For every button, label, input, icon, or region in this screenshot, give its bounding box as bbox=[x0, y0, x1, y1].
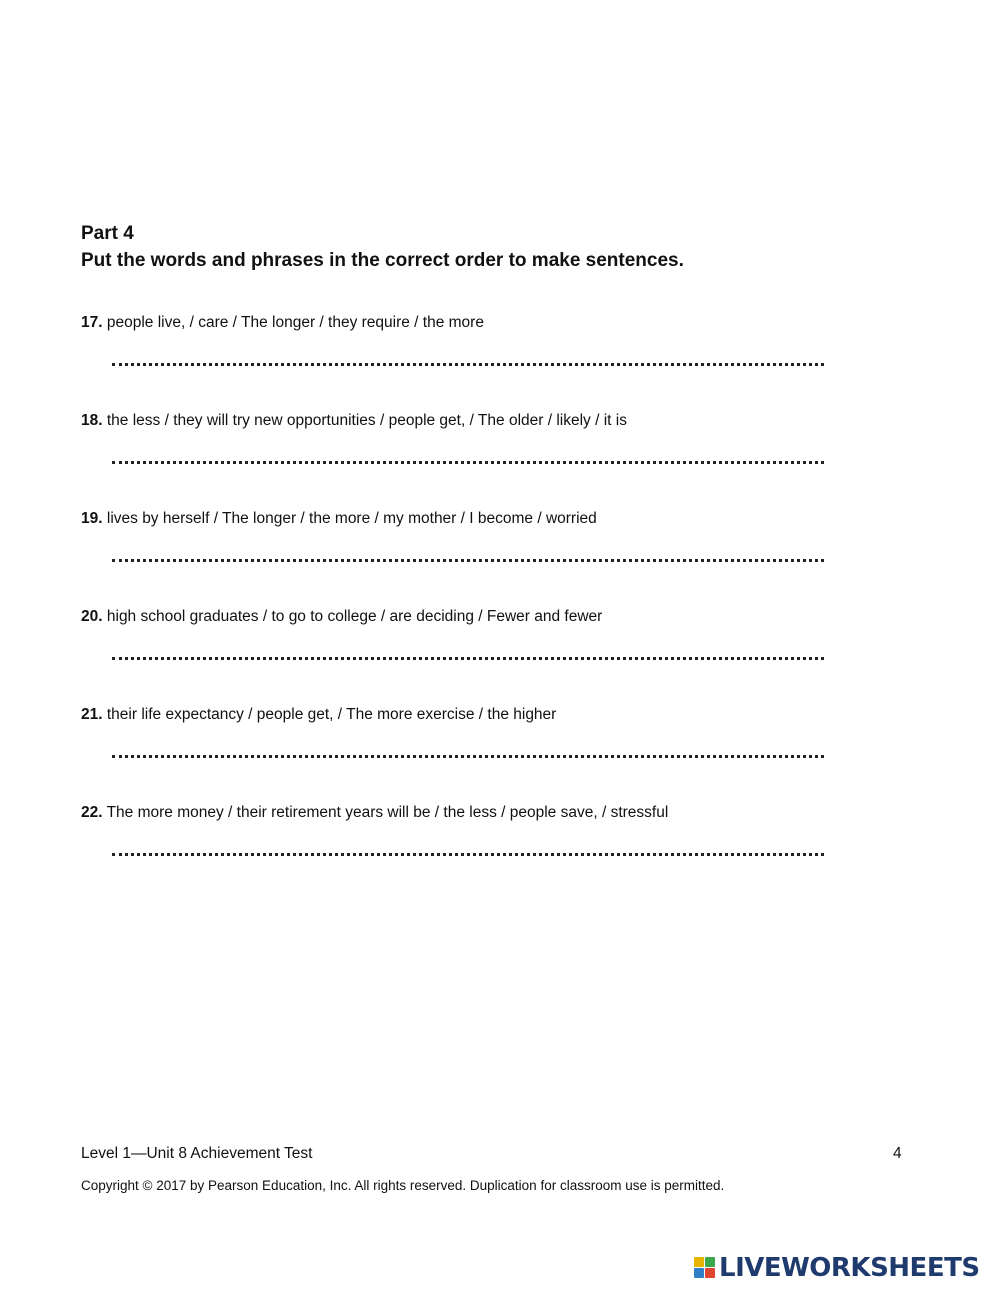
question-number: 22. bbox=[81, 804, 103, 821]
answer-line-22[interactable] bbox=[112, 841, 824, 856]
question-22 bbox=[81, 803, 668, 823]
question-number: 19. bbox=[81, 510, 103, 527]
question-text: the less / they will try new opportunities / people get, / The older / likely / it is bbox=[106, 412, 627, 429]
question-number: 20. bbox=[81, 608, 103, 625]
logo-text: LIVEWORKSHEETS bbox=[719, 1253, 980, 1283]
answer-line-19[interactable] bbox=[112, 547, 824, 562]
question-text: high school graduates / to go to college / are deciding / Fewer and fewer bbox=[106, 608, 603, 625]
question-21 bbox=[81, 705, 556, 725]
question-number: 21. bbox=[81, 706, 103, 723]
question-18 bbox=[81, 411, 627, 431]
answer-line-17[interactable] bbox=[112, 351, 824, 366]
footer-test-name: Level 1—Unit 8 Achievement Test bbox=[81, 1145, 313, 1162]
question-text: lives by herself / The longer / the more / my mother / I become / worried bbox=[106, 510, 597, 527]
question-text: their life expectancy / people get, / The more exercise / the higher bbox=[106, 706, 557, 723]
question-number: 18. bbox=[81, 412, 103, 429]
question-text: people live, / care / The longer / they require / the more bbox=[106, 314, 484, 331]
logo-mark-icon bbox=[694, 1257, 716, 1279]
answer-line-21[interactable] bbox=[112, 743, 824, 758]
copyright-notice: Copyright © 2017 by Pearson Education, Inc. All rights reserved. Duplication for classroom use is permitted. bbox=[81, 1178, 725, 1193]
answer-line-18[interactable] bbox=[112, 449, 824, 464]
liveworksheets-logo bbox=[694, 1253, 980, 1283]
question-19 bbox=[81, 509, 597, 529]
question-text: The more money / their retirement years will be / the less / people save, / stressful bbox=[106, 804, 669, 821]
question-17 bbox=[81, 313, 484, 333]
instruction: Put the words and phrases in the correct order to make sentences. bbox=[81, 250, 684, 271]
question-20 bbox=[81, 607, 602, 627]
footer-page-number: 4 bbox=[893, 1145, 902, 1162]
part-title: Part 4 bbox=[81, 223, 134, 244]
answer-line-20[interactable] bbox=[112, 645, 824, 660]
question-number: 17. bbox=[81, 314, 103, 331]
